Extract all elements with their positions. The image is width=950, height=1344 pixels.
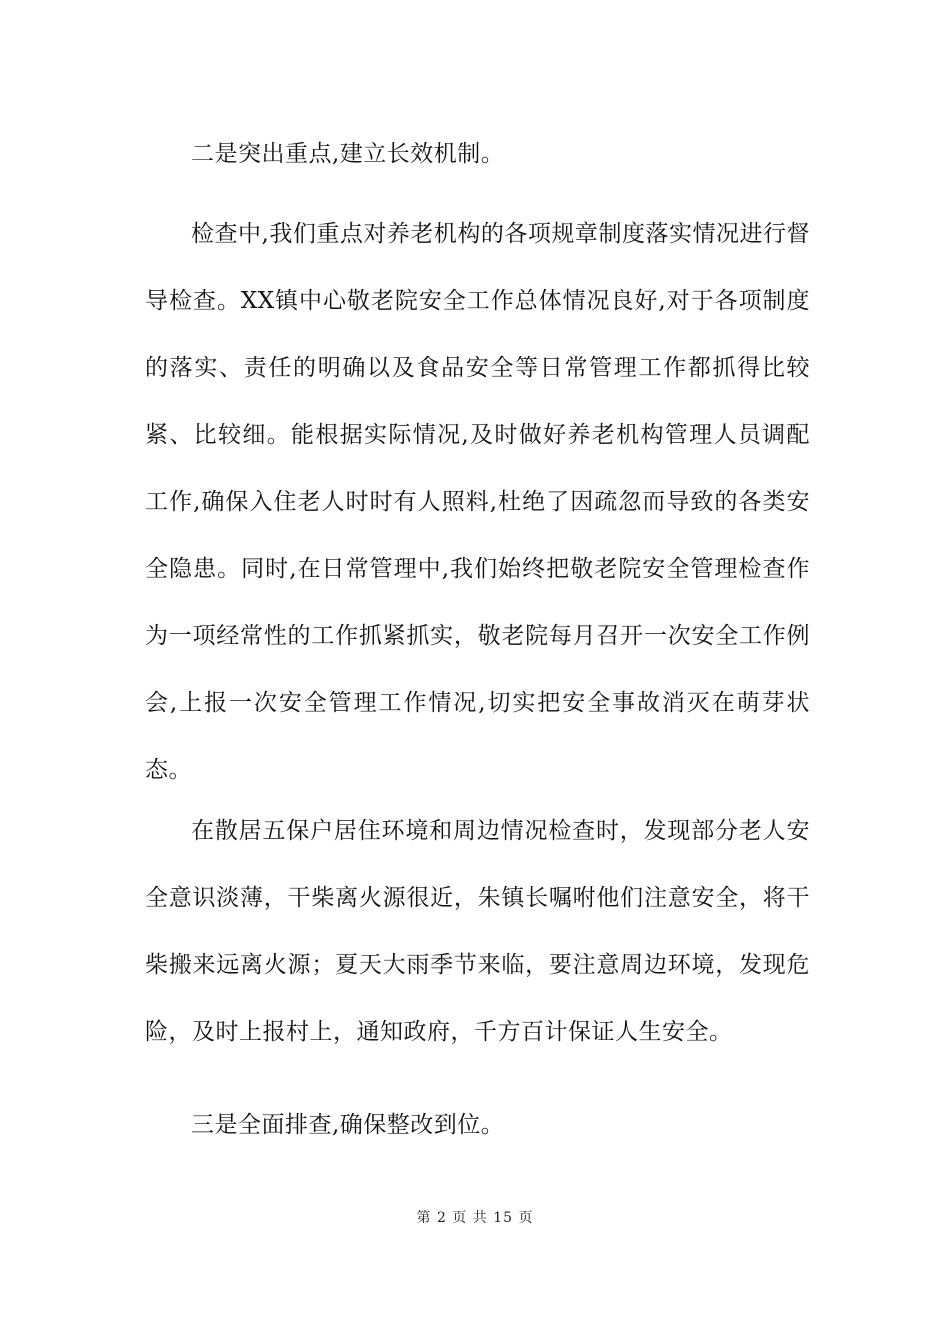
paragraph-heading-three: 三是全面排查,确保整改到位。 [191,1112,505,1138]
paragraph-scattered-households: 在散居五保户居住环境和周边情况检查时，发现部分老人安全意识淡薄，干柴离火源很近，朱镇长嘱咐他们注意安全，将干柴搬来远离火源；夏天大雨季节来临，要注意周边环境，发现危险，及时上报村上，通知政府，千方百计保证人生安全。 [145,818,810,1045]
page-footer [0,1207,950,1227]
paragraph-inspection-body: 检查中,我们重点对养老机构的各项规章制度落实情况进行督导检查。XX镇中心敬老院安全工作总体情况良好,对于各项制度的落实、责任的明确以及食品安全等日常管理工作都抓得比较紧、比较细。能根据实际情况,及时做好养老机构管理人员调配工作,确保入住老人时时有人照料,杜绝了因疏忽而导致的各类安全隐患。同时,在日常管理中,我们始终把敬老院安全管理检查作为一项经常性的工作抓紧抓实，敬老院每月召开一次安全工作例会,上报一次安全管理工作情况,切实把安全事故消灭在萌芽状态。 [145,221,810,783]
page-number-label: 第 2 页 共 15 页 [416,1210,534,1226]
paragraph-heading-two: 二是突出重点,建立长效机制。 [191,141,505,167]
